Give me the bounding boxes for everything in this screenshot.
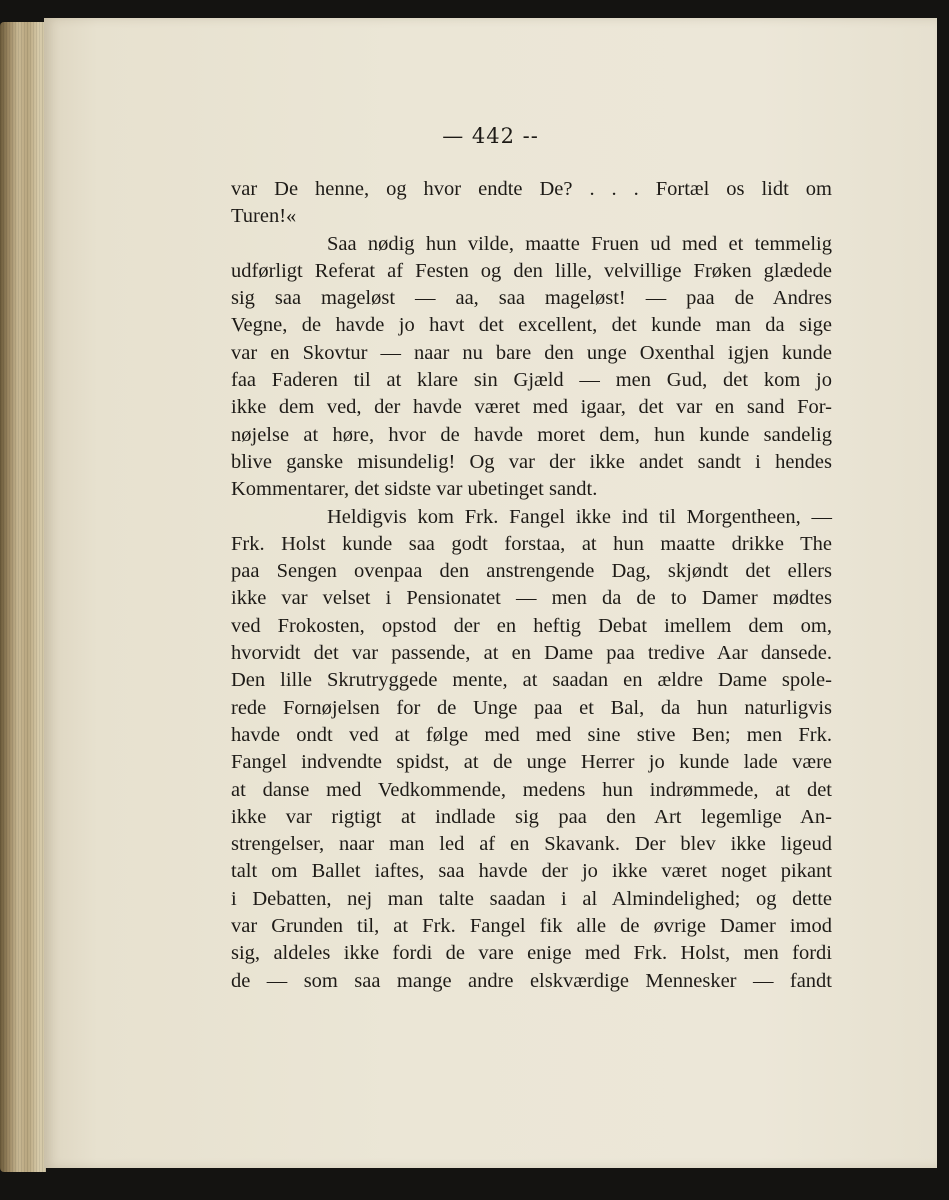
text-line: ikke var rigtigt at indlade sig paa den Art legemlige An- — [231, 805, 832, 828]
text-line: rede Fornøjelsen for de Unge paa et Bal, da hun naturligvis — [231, 696, 832, 719]
text-line: Frk. Holst kunde saa godt forstaa, at hun maatte drikke The — [231, 532, 832, 555]
text-line: at danse med Vedkommende, medens hun indrømmede, at det — [231, 778, 832, 801]
text-line: Fangel indvendte spidst, at de unge Herrer jo kunde lade være — [231, 751, 832, 774]
text-line: nøjelse at høre, hvor de havde moret dem, hun kunde sandelig — [231, 423, 832, 446]
text-line: ved Frokosten, opstod der en heftig Debat imellem dem om, — [231, 614, 832, 637]
text-line: de — som saa mange andre elskværdige Mennesker — fandt — [231, 969, 832, 992]
text-line: Vegne, de havde jo havt det excellent, det kunde man da sige — [231, 314, 832, 337]
text-line: Saa nødig hun vilde, maatte Fruen ud med et temmelig — [327, 232, 832, 255]
text-line: blive ganske misundelig! Og var der ikke andet sandt i hendes — [231, 450, 832, 473]
book-page-edges — [0, 22, 46, 1172]
text-line: var en Skovtur — naar nu bare den unge Oxenthal igjen kunde — [231, 341, 832, 364]
paragraph-3 — [231, 504, 832, 995]
text-line: Turen!« — [231, 205, 297, 228]
text-line: Heldigvis kom Frk. Fangel ikke ind til Morgentheen, — — [327, 505, 832, 528]
text-line: i Debatten, nej man talte saadan i al Almindelighed; og dette — [231, 887, 832, 910]
text-line: ikke var velset i Pensionatet — men da de to Damer mødtes — [231, 587, 832, 610]
paragraph-2 — [231, 231, 832, 504]
text-line: faa Faderen til at klare sin Gjæld — men Gud, det kom jo — [231, 369, 832, 392]
text-line: Den lille Skrutryggede mente, at saadan en ældre Dame spole- — [231, 669, 832, 692]
text-line: var Grunden til, at Frk. Fangel fik alle de øvrige Damer imod — [231, 915, 832, 938]
text-line: strengelser, naar man led af en Skavank. Der blev ikke ligeud — [231, 833, 832, 856]
text-line: hvorvidt det var passende, at en Dame paa tredive Aar dansede. — [231, 642, 832, 665]
text-line: paa Sengen ovenpaa den anstrengende Dag, skjøndt det ellers — [231, 560, 832, 583]
text-line: sig, aldeles ikke fordi de vare enige med Frk. Holst, men fordi — [231, 942, 832, 965]
text-line: Kommentarer, det sidste var ubetinget sandt. — [231, 478, 598, 501]
text-line: havde ondt ved at følge med med sine stive Ben; men Frk. — [231, 723, 832, 746]
text-line: sig saa mageløst — aa, saa mageløst! — paa de Andres — [231, 287, 832, 310]
paragraph-1 — [231, 176, 832, 231]
body-text — [231, 176, 832, 995]
text-line: var De henne, og hvor endte De? . . . Fortæl os lidt om — [231, 178, 832, 200]
page-number: — 442 -- — [442, 124, 539, 148]
text-line: ikke dem ved, der havde været med igaar, det var en sand For- — [231, 396, 832, 419]
text-line: talt om Ballet iaftes, saa havde der jo ikke været noget pikant — [231, 860, 832, 883]
text-line: udførligt Referat af Festen og den lille, velvillige Frøken glædede — [231, 259, 832, 282]
